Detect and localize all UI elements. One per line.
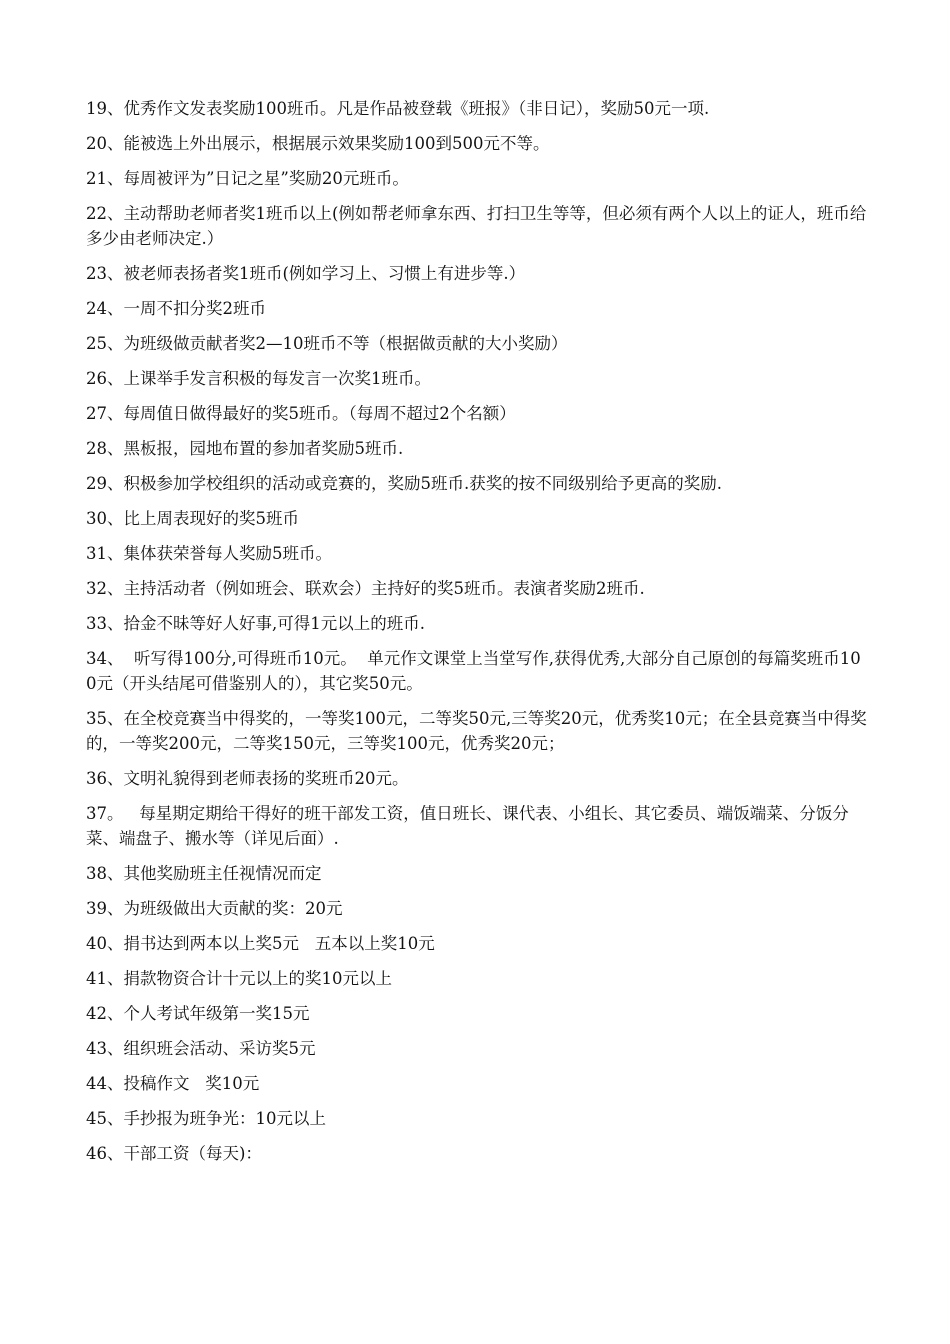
rule-45: 45、手抄报为班争光：10元以上	[86, 1109, 326, 1128]
rule-19: 19、优秀作文发表奖励100班币。凡是作品被登载《班报》（非日记），奖励50元一项.	[86, 99, 710, 118]
rule-40: 40、捐书达到两本以上奖5元 五本以上奖10元	[86, 934, 435, 953]
rule-42: 42、个人考试年级第一奖15元	[86, 1004, 310, 1023]
rule-26: 26、上课举手发言积极的每发言一次奖1班币。	[86, 369, 431, 388]
rule-20: 20、能被选上外出展示，根据展示效果奖励100到500元不等。	[86, 134, 550, 153]
rule-24: 24、一周不扣分奖2班币	[86, 299, 266, 318]
rule-41: 41、捐款物资合计十元以上的奖10元以上	[86, 969, 392, 988]
rule-23: 23、被老师表扬者奖1班币(例如学习上、习惯上有进步等.）	[86, 264, 526, 283]
rule-44: 44、投稿作文 奖10元	[86, 1074, 260, 1093]
rule-21: 21、每周被评为”日记之星”奖励20元班币。	[86, 169, 409, 188]
rule-46: 46、干部工资（每天)：	[86, 1144, 262, 1163]
rule-36: 36、文明礼貌得到老师表扬的奖班币20元。	[86, 769, 409, 788]
rule-32: 32、主持活动者（例如班会、联欢会）主持好的奖5班币。表演者奖励2班币.	[86, 579, 645, 598]
rule-28: 28、黑板报，园地布置的参加者奖励5班币.	[86, 439, 404, 458]
rule-31: 31、集体获荣誉每人奖励5班币。	[86, 544, 332, 563]
document-page	[86, 96, 868, 1176]
rule-34: 34、 听写得100分,可得班币10元。 单元作文课堂上当堂写作,获得优秀,大部分自己原创的每篇奖班币100元（开头结尾可借鉴别人的），其它奖50元。	[86, 649, 861, 693]
rule-27: 27、每周值日做得最好的奖5班币。（每周不超过2个名额）	[86, 404, 516, 423]
rule-35: 35、在全校竞赛当中得奖的，一等奖100元，二等奖50元,三等奖20元，优秀奖10元；在全县竞赛当中得奖的，一等奖200元，二等奖150元，三等奖100元，优秀奖20元；	[86, 709, 867, 753]
rule-25: 25、为班级做贡献者奖2—10班币不等（根据做贡献的大小奖励）	[86, 334, 568, 353]
rule-29: 29、积极参加学校组织的活动或竞赛的，奖励5班币.获奖的按不同级别给予更高的奖励.	[86, 474, 722, 493]
rule-37: 37。 每星期定期给干得好的班干部发工资，值日班长、课代表、小组长、其它委员、端饭端菜、分饭分菜、端盘子、搬水等（详见后面）.	[86, 804, 849, 848]
rule-39: 39、为班级做出大贡献的奖：20元	[86, 899, 343, 918]
rule-22: 22、主动帮助老师者奖1班币以上(例如帮老师拿东西、打扫卫生等等，但必须有两个人以上的证人，班币给多少由老师决定.）	[86, 204, 867, 248]
rule-38: 38、其他奖励班主任视情况而定	[86, 864, 322, 883]
rule-30: 30、比上周表现好的奖5班币	[86, 509, 299, 528]
rule-33: 33、拾金不昧等好人好事,可得1元以上的班币.	[86, 614, 425, 633]
rule-43: 43、组织班会活动、采访奖5元	[86, 1039, 316, 1058]
